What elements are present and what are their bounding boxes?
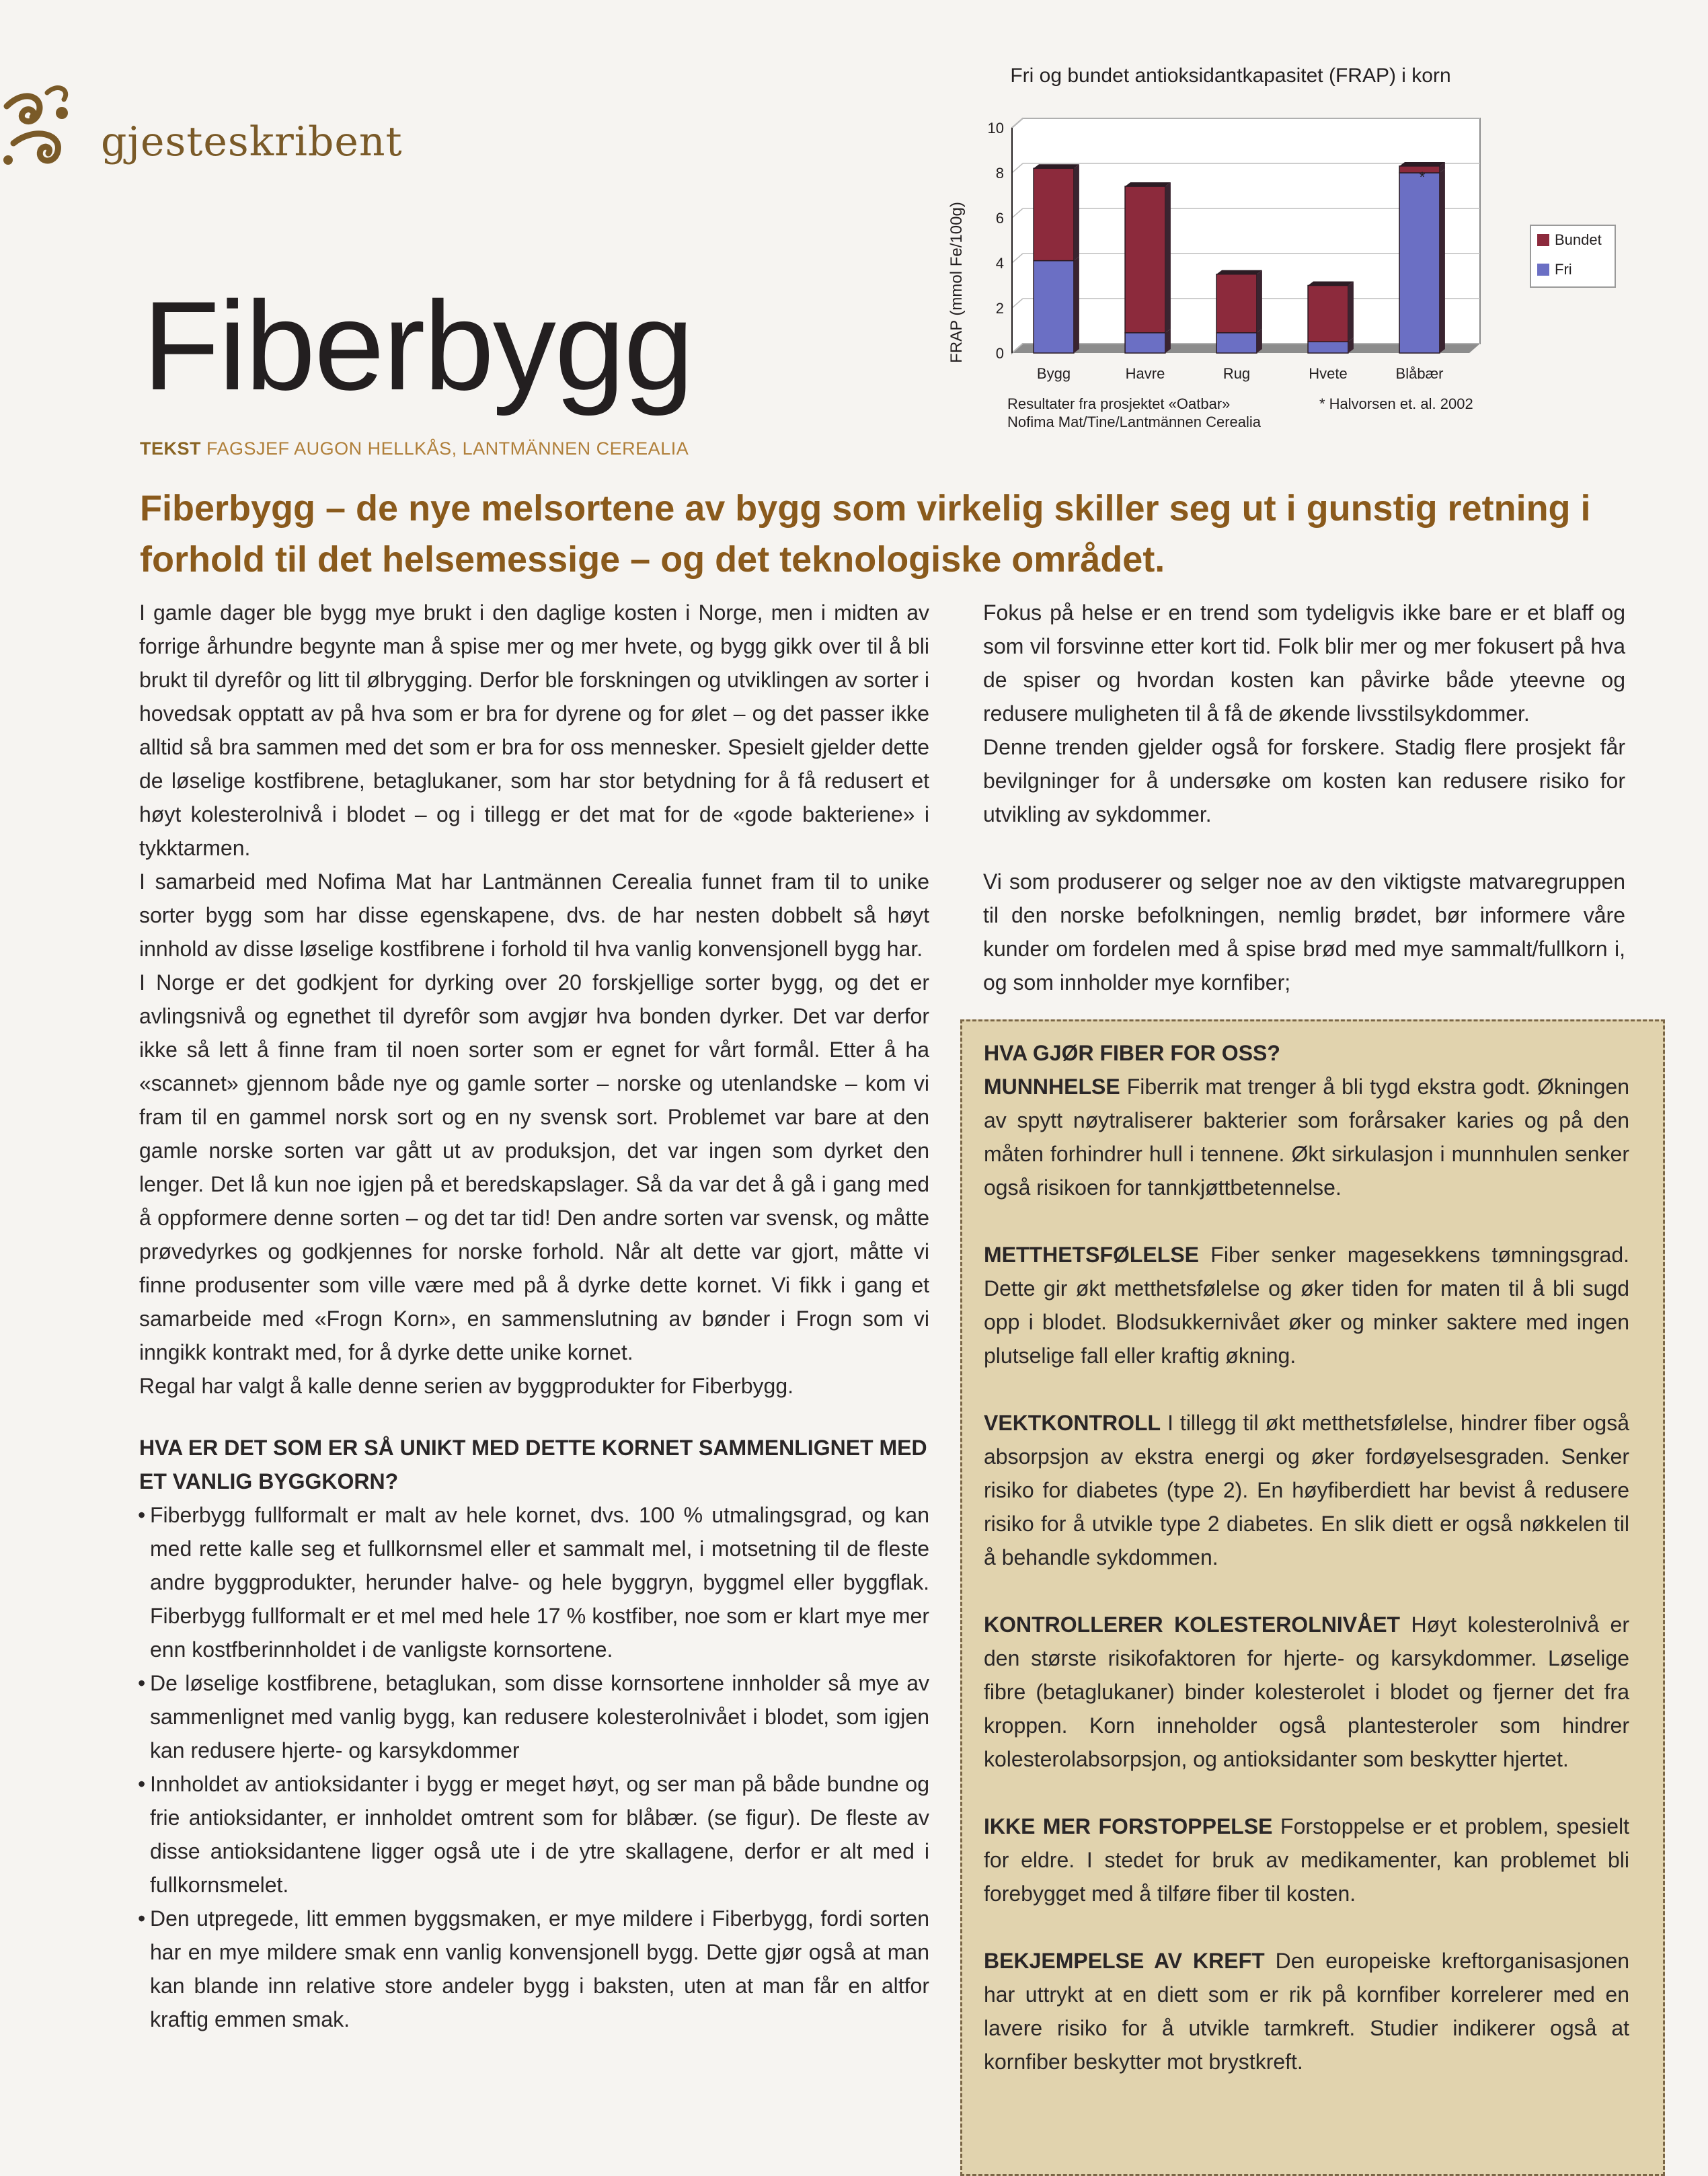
factbox-title: HVA GJØR FIBER FOR OSS? [984, 1041, 1280, 1065]
factbox-text: Den europeiske kreftorganisasjonen har uttrykt at en diett som er rik på kornfiber korrelerer med en lavere risiko for å utvikle tarmkreft. Studier indikerer også at kornfiber beskytter mot brystkreft. [984, 1949, 1630, 2074]
factbox-keyword: BEKJEMPELSE AV KREFT [984, 1949, 1265, 1973]
paragraph: I Norge er det godkjent for dyrking over 20 forskjellige sorter bygg, og det er avlingsnivå og egnethet til dyrefôr som avgjør hva bonden dyrker. Det var derfor ikke så lett å finne fram til noen sorter som er egnet for vårt formål. Etter å ha «scannet» gjennom både nye og gamle sorter – norske og utenlandske – kom vi fram til en gammel norsk sort og en ny svensk sort. Problemet var bare at den gamle norske sorten var gått ut av produksjon, det var ingen som dyrket den lenger. Det lå kun noe igjen på et beredskapslager. Så da var det å gå i gang med å oppformere denne sorten – og det tar tid! Den andre sorten var svensk, og måtte prøvedyrkes og godkjennes for norske forhold. Når alt dette var gjort, måtte vi finne produsenter som ville være med på å dyrke dette kornet. Vi fikk i gang et samarbeide med «Frogn Korn», en sammenslutning av bønder i Frogn som vi inngikk kontrakt med, for å dyrke dette unike kornet. [139, 970, 929, 1364]
factbox-item [984, 1810, 1629, 1910]
subheading: HVA ER DET SOM ER SÅ UNIKT MED DETTE KORNET SAMMENLIGNET MED ET VANLIG BYGGKORN? [139, 1436, 927, 1493]
factbox-item [984, 1070, 1629, 1204]
chart-bar-top [1125, 182, 1171, 186]
paragraph: Regal har valgt å kalle denne serien av byggprodukter for Fiberbygg. [139, 1374, 794, 1398]
list-item: • Innholdet av antioksidanter i bygg er meget høyt, og ser man på både bundne og frie antioksidanter, er innholdet omtrent som for blåbær. (se figur). De fleste av disse antioksidantene ligger også ute i de ytre skallagene, derfor er alt med i fullkornsmelet. [139, 1767, 929, 1902]
byline-label: TEKST [140, 438, 202, 459]
legend-label-fri: Fri [1555, 261, 1572, 278]
factbox-keyword: MUNNHELSE [984, 1075, 1120, 1099]
paragraph: Denne trenden gjelder også for forskere. Stadig flere prosjekt får bevilgninger for å undersøke om kosten kan redusere risiko for utvikling av sykdommer. [983, 735, 1625, 826]
chart-bar-fri [1308, 342, 1348, 353]
factbox-keyword: KONTROLLERER KOLESTEROLNIVÅET [984, 1612, 1401, 1637]
chart-x-tick-label: Rug [1222, 365, 1251, 382]
section-label: gjesteskribent [101, 118, 403, 165]
chart-bar-top [1399, 162, 1445, 166]
legend-swatch-fri [1537, 264, 1549, 276]
paragraph: Vi som produserer og selger noe av den viktigste matvaregruppen til den norske befolkningen, nemlig brødet, bør informere våre kunder om fordelen med å spise brød med mye sammalt/fullkorn i, og som innholder mye kornfiber; [983, 869, 1625, 995]
factbox-item [984, 1944, 1629, 2078]
chart-bar-bundet [1034, 168, 1074, 260]
chart-bar-bundet [1308, 286, 1348, 342]
chart-ylabel: FRAP (mmol Fe/100g) [947, 202, 966, 363]
right-column [983, 596, 1625, 999]
chart-bar-side [1257, 270, 1262, 333]
chart-y-tick-label: 8 [995, 165, 1004, 182]
chart-bar-side [1440, 169, 1445, 353]
chart-y-tick-label: 10 [987, 120, 1004, 137]
chart-x-tick-label: Bygg [1036, 365, 1071, 382]
chart-bar-side [1074, 164, 1079, 260]
chart-x-tick-label: Havre [1125, 365, 1165, 382]
chart-bar-bundet [1125, 186, 1165, 333]
list-item: • De løselige kostfibrene, betaglukan, som disse kornsortene innholder så mye av sammenlignet med vanlig bygg, kan redusere kolesterolnivået i blodet, som igjen kan redusere hjerte- og karsykdommer [139, 1666, 929, 1767]
list-item: • Fiberbygg fullformalt er malt av hele kornet, dvs. 100 % utmalingsgrad, og kan med rette kalle seg et fullkornsmel eller et sammalt mel, i motsetning til de fleste andre byggprodukter, herunder halve- og hele byggryn, byggmel eller byggflak. Fiberbygg fullformalt er et mel med hele 17 % kostfiber, noe som er klart mye mer enn kostfberinnholdet i de vanligste kornsortene. [139, 1498, 929, 1666]
chart-bar-fri [1125, 333, 1165, 353]
fact-box [960, 1019, 1665, 2176]
chart-x-tick-label: Blåbær [1395, 365, 1444, 382]
factbox-text: I tillegg til økt metthetsfølelse, hindrer fiber også absorpsjon av ekstra energi og øker fordøyelsesgraden. Senker risiko for diabetes (type 2). En høyfiberdiett har bevist å redusere risiko for å utvikle type 2 diabetes. En slik diett er også nøkkelen til å behandle sykdommen. [984, 1411, 1629, 1569]
chart-x-tick-label: Hvete [1309, 365, 1348, 382]
factbox-keyword: VEKTKONTROLL [984, 1411, 1161, 1435]
legend-swatch-bundet [1537, 234, 1549, 246]
chart-y-tick-label: 4 [995, 255, 1004, 272]
chart-marker-note: * [1419, 168, 1426, 186]
chart-y-tick-label: 2 [995, 300, 1004, 317]
article-title: Fiberbygg [143, 275, 693, 416]
chart-y-tick-label: 0 [995, 345, 1004, 362]
chart-legend [1530, 225, 1615, 287]
paragraph: I samarbeid med Nofima Mat har Lantmännen Cerealia funnet fram til to unike sorter bygg som har disse egenskapene, dvs. de har nesten dobbelt så høyt innhold av disse løselige kostfibrene i forhold til hva vanlig konvensjonell bygg har. [139, 869, 929, 961]
chart-bar-top [1216, 270, 1262, 274]
factbox-item [984, 1406, 1629, 1574]
factbox-text: Høyt kolesterolnivå er den største risikofaktoren for hjerte- og karsykdommer. Løselige fibre (betaglukaner) binder kolesterolet i blodet og fjerner det fra kroppen. Korn inneholder også plantesteroler som hindrer kolesterolabsorpsjon, og antioksidanter som beskytter hjertet. [984, 1612, 1630, 1771]
chart-footnote-right: * Halvorsen et. al. 2002 [1319, 395, 1473, 412]
factbox-text: Fiber senker magesekkens tømningsgrad. Dette gir økt metthetsfølelse og øker tiden for maten til å bli sugd opp i blodet. Blodsukkernivået øker og minker saktere med ingen plutselige fall eller kraftig økning. [984, 1243, 1630, 1368]
chart-bar-fri [1034, 261, 1074, 353]
chart-plot-area [988, 118, 1480, 382]
left-column [139, 596, 929, 2036]
byline [140, 438, 689, 459]
factbox-item [984, 1608, 1629, 1776]
chart-bar-side [1074, 257, 1079, 353]
factbox-keyword: IKKE MER FORSTOPPELSE [984, 1814, 1273, 1838]
chart-bar-fri [1216, 333, 1257, 353]
chart-footnote-left-2: Nofima Mat/Tine/Lantmännen Cerealia [1007, 414, 1261, 430]
chart-bar-side [1165, 329, 1171, 353]
chart-title: Fri og bundet antioksidantkapasitet (FRAP) i korn [1010, 65, 1451, 87]
chart-bar-fri [1399, 173, 1440, 353]
factbox-text: Fiberrik mat trenger å bli tygd ekstra godt. Økningen av spytt nøytraliserer bakterier som forårsaker karies og på den måten forhindrer hull i tennene. Økt sirkulasjon i munnhulen senker også risikoen for tannkjøttbetennelse. [984, 1075, 1630, 1200]
chart-bar-top [1308, 282, 1354, 286]
chart-bar-side [1257, 329, 1262, 353]
chart-bar-bundet [1216, 274, 1257, 333]
chart-bar-top [1034, 164, 1079, 168]
swirl-logo-icon [0, 79, 81, 173]
chart-footnote-left-1: Resultater fra prosjektet «Oatbar» [1007, 395, 1231, 412]
legend-label-bundet: Bundet [1555, 231, 1602, 248]
bullet-list [139, 1498, 929, 2036]
chart-bar-side [1165, 182, 1171, 333]
factbox-item [984, 1238, 1629, 1372]
list-item: • Den utpregede, litt emmen byggsmaken, er mye mildere i Fiberbygg, fordi sorten har en mye mildere smak enn vanlig konvensjonell bygg. Dette gjør også at man kan blande inn relative store andeler bygg i baksten, uten at man får en altfor kraftig emmen smak. [139, 1902, 929, 2036]
chart-y-tick-label: 6 [995, 210, 1004, 227]
lead-paragraph: Fiberbygg – de nye melsortene av bygg som virkelig skiller seg ut i gunstig retning i forhold til det helsemessige – og det teknologiske området. [140, 488, 1591, 580]
byline-author: FAGSJEF AUGON HELLKÅS, LANTMÄNNEN CEREALIA [206, 438, 689, 459]
factbox-keyword: METTHETSFØLELSE [984, 1243, 1199, 1267]
frap-chart [894, 54, 1708, 444]
paragraph: Fokus på helse er en trend som tydeligvis ikke bare er et blaff og som vil forsvinne etter kort tid. Folk blir mer og mer fokusert på hva de spiser og hvordan kosten kan påvirke både yteevne og redusere muligheten til å få de økende livsstilsykdommer. [983, 600, 1625, 726]
paragraph: I gamle dager ble bygg mye brukt i den daglige kosten i Norge, men i midten av forrige århundre begynte man å spise mer og mer hvete, og bygg gikk over til å bli brukt til dyrefôr og litt til ølbrygging. Derfor ble forskningen og utviklingen av sorter i hovedsak opptatt av på hva som er bra for dyrene og for ølet – og det passer ikke alltid så bra sammen med det som er bra for oss mennesker. Spesielt gjelder dette de løselige kostfibrene, betaglukaner, som har stor betydning for å få redusert et høyt kolesterolnivå i blodet – og i tillegg er det mat for de «gode bakteriene» i tykktarmen. [139, 600, 929, 860]
factbox-text: Forstoppelse er et problem, spesielt for eldre. I stedet for bruk av medikamenter, kan problemet bli forebygget med å tilføre fiber til kosten. [984, 1814, 1630, 1906]
chart-bar-side [1348, 282, 1354, 342]
